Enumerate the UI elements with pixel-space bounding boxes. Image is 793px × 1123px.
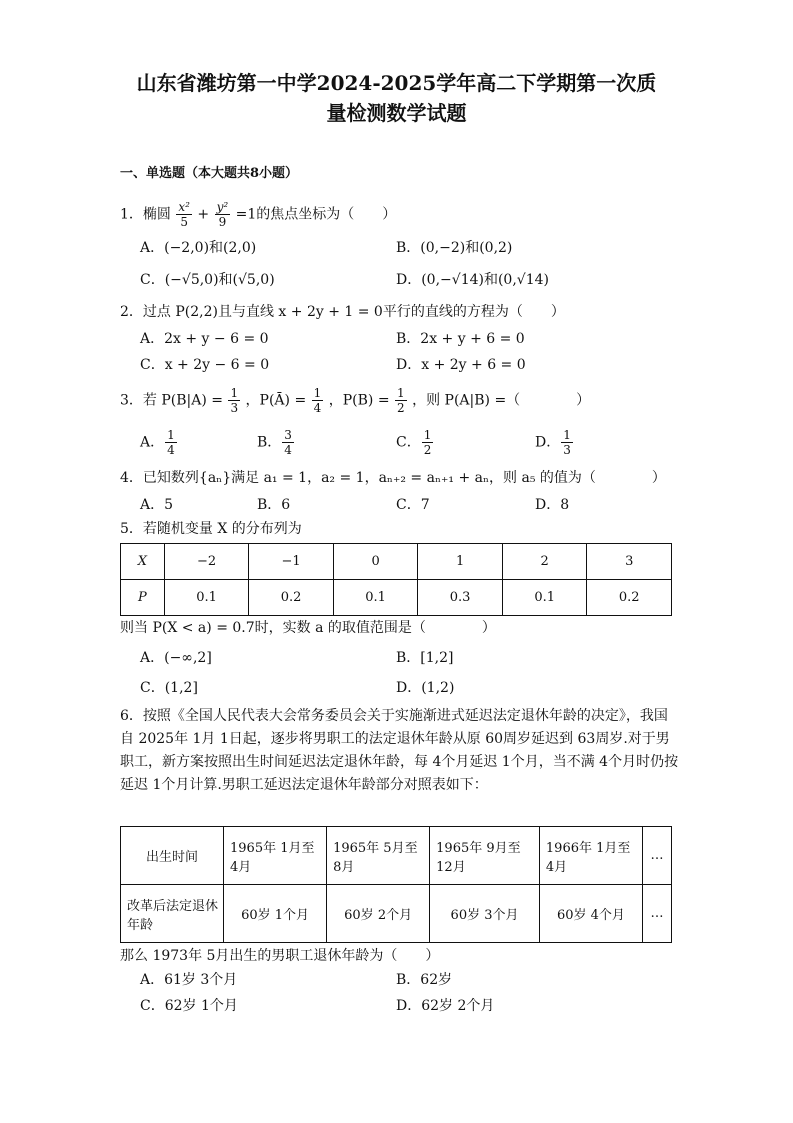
q3-option-d: D． $\frac{1}{3}$ <box>535 428 571 457</box>
question-5-stem: 5．若随机变量 X 的分布列为 <box>120 521 302 537</box>
q5-option-d: D．(1,2) <box>396 680 455 696</box>
retirement-table <box>120 826 672 943</box>
q4-option-b: B．6 <box>257 497 291 513</box>
q4-option-c: C．7 <box>396 497 430 513</box>
question-3-stem: 3．若 P(B|A) = $\frac{1}{3}$ ，P(Ā) = $\frac{1}{4}$ ，P(B) = $\frac{1}{2}$ ，则 P(A|B) =（ ） <box>120 386 591 415</box>
question-6-stem: 6．按照《全国人民代表大会常务委员会关于实施渐进式延迟法定退休年龄的决定》，我国自 2025年 1月 1日起，逐步将男职工的法定退休年龄从原 60周岁延迟到 63周岁.对于男职工，新方案按照出生时间延迟法定退休年龄，每 4个月延迟 1个月，当不满 4个月时仍按延迟 1个月计算.男职工延迟法定退休年龄部分对照表如下： <box>120 708 679 793</box>
q2-option-b: B．2x + y + 6 = 0 <box>396 331 525 347</box>
section-heading: 一、单选题（本大题共8小题） <box>120 166 299 181</box>
q1-option-a: A．(−2,0)和(2,0) <box>140 240 257 256</box>
page-title-line1: 山东省潍坊第一中学2024-2025学年高二下学期第一次质 <box>136 71 657 95</box>
q1-frac-x: $\frac{\text{x²}}{5}$ <box>178 200 190 229</box>
q1-option-b: B．(0,−2)和(0,2) <box>396 240 513 256</box>
q3-frac-3: $\frac{1}{2}$ <box>397 386 405 415</box>
q1-option-d: D．(0,−√14)和(0,√14) <box>396 272 549 288</box>
table-row: P 0.1 0.2 0.1 0.3 0.1 0.2 <box>121 580 672 616</box>
q6-followup: 那么 1973年 5月出生的男职工退休年龄为（ ） <box>120 948 440 964</box>
q2-option-d: D．x + 2y + 6 = 0 <box>396 357 526 373</box>
q5-option-b: B．[1,2] <box>396 650 454 666</box>
q5-followup: 则当 P(X < a) = 0.7时，实数 a 的取值范围是（ ） <box>120 620 496 636</box>
q3-frac-2: $\frac{1}{4}$ <box>313 386 322 415</box>
q2-option-c: C．x + 2y − 6 = 0 <box>140 357 270 373</box>
q4-option-d: D．8 <box>535 497 570 513</box>
question-2-stem: 2．过点 P(2,2)且与直线 x + 2y + 1 = 0平行的直线的方程为（ ） <box>120 304 565 320</box>
table-row: 改革后法定退休年龄 60岁 1个月 60岁 2个月 60岁 3个月 60岁 4个月 … <box>121 885 672 943</box>
question-4-stem: 4．已知数列{aₙ}满足 a₁ = 1，a₂ = 1，aₙ₊₂ = aₙ₊₁ + aₙ，则 a₅ 的值为（ ） <box>120 470 666 486</box>
table-row: X −2 −1 0 1 2 3 <box>121 544 672 580</box>
q1-option-c: C．(−√5,0)和(√5,0) <box>140 272 275 288</box>
q6-option-b: B．62岁 <box>396 972 453 988</box>
q6-option-c: C．62岁 1个月 <box>140 998 238 1014</box>
q4-option-a: A．5 <box>140 497 174 513</box>
q3-option-c: C． $\frac{1}{2}$ <box>396 428 432 457</box>
q5-option-c: C．(1,2] <box>140 680 198 696</box>
question-1-stem: 1．椭圆 $\frac{\text{x²}}{5}$ + $\frac{\text{y²}}{9}$ =1的焦点坐标为（ ） <box>120 200 397 229</box>
page-title-line2: 量检测数学试题 <box>326 101 467 125</box>
distribution-table <box>120 543 672 616</box>
q3-option-b: B． $\frac{3}{4}$ <box>257 428 292 457</box>
q6-option-d: D．62岁 2个月 <box>396 998 495 1014</box>
q5-option-a: A．(−∞,2] <box>140 650 212 666</box>
q1-frac-y: $\frac{\text{y²}}{9}$ <box>216 200 229 229</box>
q3-option-a: A． $\frac{1}{4}$ <box>140 428 175 457</box>
table-row: 出生时间 1965年 1月至 4月 1965年 5月至 8月 1965年 9月至 12月 1966年 1月至 4月 … <box>121 827 672 885</box>
q1-stem-prefix: 1．椭圆 <box>120 206 171 223</box>
q2-option-a: A．2x + y − 6 = 0 <box>140 331 269 347</box>
q6-option-a: A．61岁 3个月 <box>140 972 238 988</box>
q3-frac-1: $\frac{1}{3}$ <box>230 386 239 415</box>
